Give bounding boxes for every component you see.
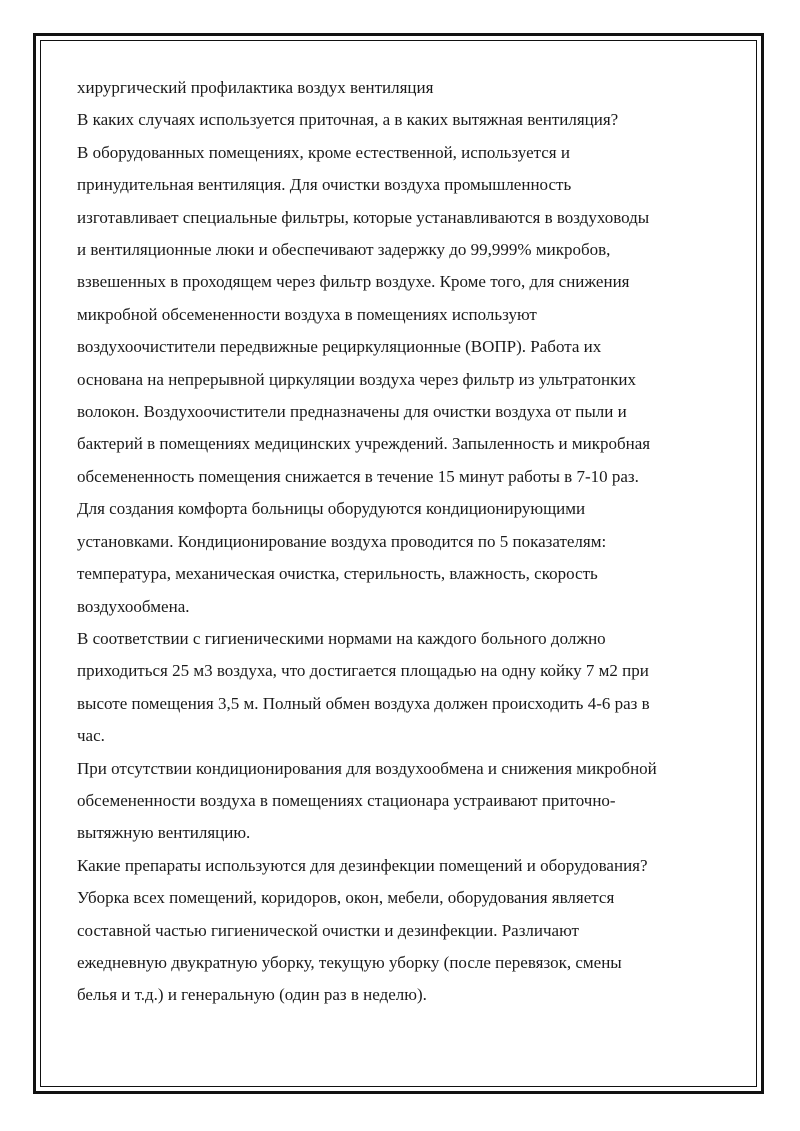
text-line: обсемененности воздуха в помещениях стационара устраивают приточно- — [77, 790, 616, 810]
text-line: воздухоочистители передвижные рециркуляционные (ВОПР). Работа их — [77, 337, 602, 357]
text-line: принудительная вентиляция. Для очистки воздуха промышленность — [77, 175, 572, 195]
text-line: установками. Кондиционирование воздуха проводится по 5 показателям: — [77, 531, 607, 551]
text-line: волокон. Воздухоочистители предназначены для очистки воздуха от пыли и — [77, 402, 627, 422]
text-line: ежедневную двукратную уборку, текущую уборку (после перевязок, смены — [77, 952, 622, 972]
text-line: взвешенных в проходящем через фильтр воздухе. Кроме того, для снижения — [77, 272, 630, 292]
text-line: час. — [77, 726, 105, 746]
text-line: бактерий в помещениях медицинских учреждений. Запыленность и микробная — [77, 434, 651, 454]
text-line: белья и т.д.) и генеральную (один раз в неделю). — [77, 985, 427, 1005]
text-line: В оборудованных помещениях, кроме естественной, используется и — [77, 142, 570, 162]
text-line: приходиться 25 м3 воздуха, что достигается площадью на одну койку 7 м2 при — [77, 661, 649, 681]
document-body — [77, 72, 737, 1012]
text-line: хирургический профилактика воздух вентиляция — [77, 78, 434, 97]
text-line: При отсутствии кондиционирования для воздухообмена и снижения микробной — [77, 758, 657, 778]
text-line: и вентиляционные люки и обеспечивают задержку до 99,999% микробов, — [77, 240, 611, 260]
text-line: высоте помещения 3,5 м. Полный обмен воздуха должен происходить 4-6 раз в — [77, 693, 650, 713]
text-line: Для создания комфорта больницы оборудуются кондиционирующими — [77, 499, 586, 519]
text-line: вытяжную вентиляцию. — [77, 823, 251, 843]
text-line: изготавливает специальные фильтры, которые устанавливаются в воздуховоды — [77, 207, 650, 227]
text-line: Уборка всех помещений, коридоров, окон, мебели, оборудования является — [77, 888, 615, 908]
text-line: обсемененность помещения снижается в течение 15 минут работы в 7-10 раз. — [77, 466, 639, 486]
text-line: основана на непрерывной циркуляции воздуха через фильтр из ультратонких — [77, 369, 636, 389]
text-line: Какие препараты используются для дезинфекции помещений и оборудования? — [77, 855, 648, 875]
text-line: воздухообмена. — [77, 596, 190, 616]
text-line: составной частью гигиенической очистки и дезинфекции. Различают — [77, 920, 579, 940]
text-line: микробной обсемененности воздуха в помещениях используют — [77, 304, 537, 324]
text-line: В каких случаях используется приточная, а в каких вытяжная вентиляция? — [77, 110, 619, 130]
text-line: температура, механическая очистка, стерильность, влажность, скорость — [77, 564, 598, 584]
text-line: В соответствии с гигиеническими нормами на каждого больного должно — [77, 628, 606, 648]
